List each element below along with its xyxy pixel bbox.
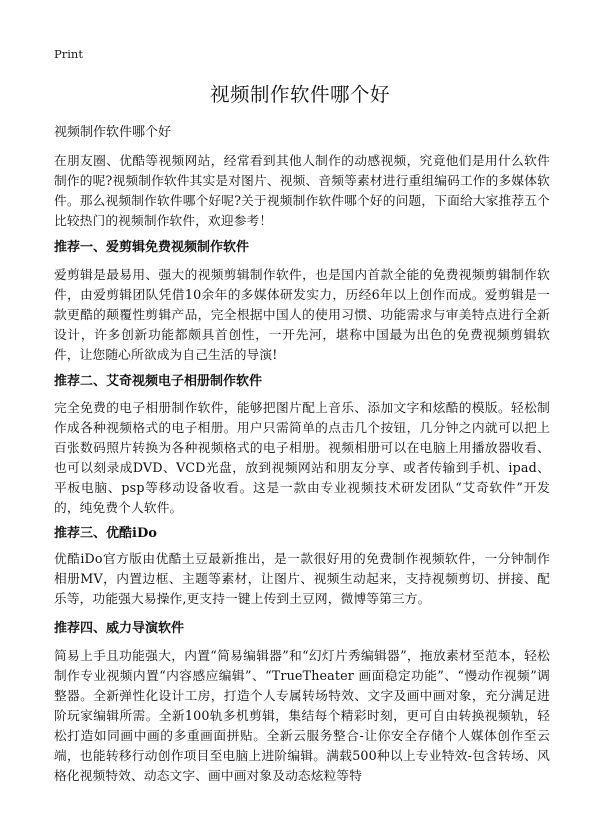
- intro-paragraph: 在朋友圈、优酷等视频网站，经常看到其他人制作的动感视频，究竟他们是用什么软件制作的呢?视频制作软件其实是对图片、视频、音频等素材进行重组编码工作的多媒体软件。那么视频制作软件哪个好呢?关于视频制作软件哪个好的问题，下面给大家推荐五个比较热门的视频制作软件，欢迎参考！: [54, 153, 550, 228]
- article-subtitle: 视频制作软件哪个好: [54, 125, 172, 140]
- section-4-body: 简易上手且功能强大，内置“简易编辑器”和“幻灯片秀编辑器”，拖放素材至范本，轻松制作专业视频内置“内容感应编辑”、“TrueTheater 画面稳定功能”、“慢动作视频”调整器。全新弹性化设计工房，打造个人专属转场特效、文字及画中画对象，充分满足进阶玩家编辑所需。全新100轨多机剪辑，集结每个精彩时刻，更可自由转换视频轨，轻松打造如同画中画的多重画面拼贴。全新云服务整合-让你安全存储个人媒体创作至云端，也能转移行动创作项目至电脑上进阶编辑。满载500种以上专业特效-包含转场、风格化视频特效、动态文字、画中画对象及动态炫粒等特: [54, 648, 550, 783]
- section-2-body: 完全免费的电子相册制作软件，能够把图片配上音乐、添加文字和炫酷的模版。轻松制作成各种视频格式的电子相册。用户只需简单的点击几个按钮，几分钟之内就可以把上百张数码照片转换为各种视频格式的电子相册。视频相册可以在电脑上用播放器收看、也可以刻录成DVD、VCD光盘，放到视频网站和朋友分享、或者传输到手机、ipad、平板电脑、psp等移动设备收看。这是一款由专业视频技术研发团队“艾奇软件”开发的，纯免费个人软件。: [54, 400, 550, 515]
- section-3-heading: 推荐三、优酷iDo: [54, 526, 157, 541]
- section-2-heading: 推荐二、艾奇视频电子相册制作软件: [54, 374, 263, 389]
- section-3-body: 优酷iDo官方版由优酷土豆最新推出，是一款很好用的免费制作视频软件，一分钟制作相册MV，内置边框、主题等素材，让图片、视频生动起来，支持视频剪切、拼接、配乐等，功能强大易操作,更支持一键上传到土豆网，微博等第三方。: [54, 551, 550, 606]
- section-4-heading: 推荐四、威力导演软件: [54, 621, 185, 636]
- page-title: 视频制作软件哪个好: [209, 83, 390, 106]
- section-1-heading: 推荐一、爱剪辑免费视频制作软件: [54, 240, 250, 255]
- section-1-body: 爱剪辑是最易用、强大的视频剪辑制作软件，也是国内首款全能的免费视频剪辑制作软件，由爱剪辑团队凭借10余年的多媒体研发实力，历经6年以上创作而成。爱剪辑是一款更酷的颠覆性剪辑产品，完全根据中国人的使用习惯、功能需求与审美特点进行全新设计，许多创新功能都颇具首创性，一开先河，堪称中国最为出色的免费视频剪辑软件，让您随心所欲成为自己生活的导演!: [54, 267, 550, 362]
- print-link[interactable]: Print: [54, 47, 83, 61]
